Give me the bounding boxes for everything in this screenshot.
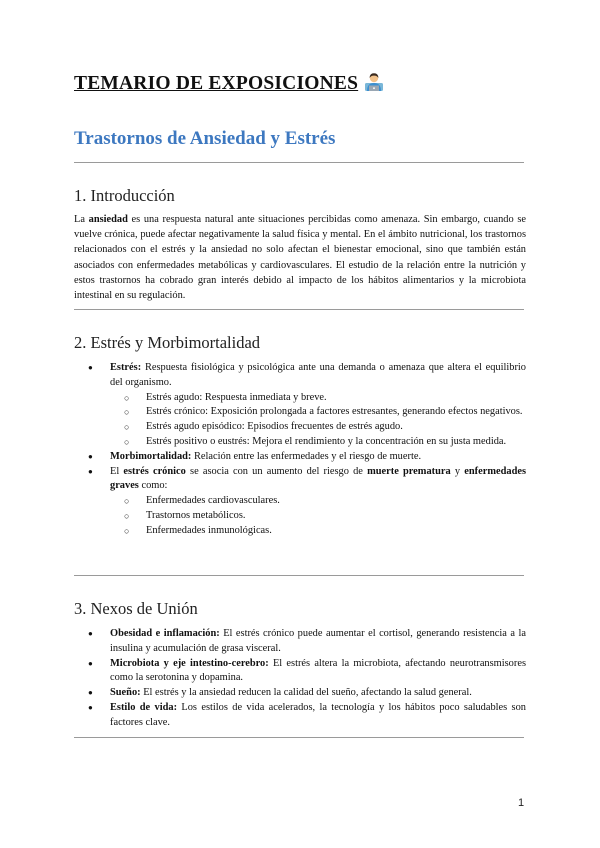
intro-paragraph	[74, 212, 526, 303]
sublist-item: ○ Estrés agudo: Respuesta inmediata y breve.	[110, 391, 526, 406]
estres-types-list	[110, 391, 526, 450]
bold-term: muerte prematura	[367, 465, 451, 477]
document-title	[74, 72, 384, 95]
list-item-label: Morbimortalidad:	[110, 450, 192, 462]
intro-body: es una respuesta natural ante situaciones percibidas como amenaza. Sin embargo, cuando se vuelve crónica, puede afectar negativamente la salud física y mental. En el ámbito nutricional, los trastornos relacionados con el estrés y la ansiedad no solo afectan el bienestar emocional, sino que también están asociados con enfermedades metabólicas y cardiovasculares. El estudio de la relación entre la nutrición y estos trastornos ha cobrado gran interés debido al impacto de los hábitos alimentarios y la microbiota intestinal en su regulación.	[74, 214, 526, 302]
list-item	[74, 657, 526, 687]
text-fragment: como:	[138, 480, 168, 492]
list-item-text: Los estilos de vida acelerados, la tecnología y los hábitos poco saludables son factores clave.	[110, 701, 526, 728]
sublist-item: ○ Estrés positivo o eustrés: Mejora el rendimiento y la concentración en su justa medida.	[110, 435, 526, 450]
list-item-text: El estrés crónico puede aumentar el cortisol, generando resistencia a la insulina y acumulación de grasa visceral.	[110, 628, 526, 654]
bold-term: estrés crónico	[123, 465, 186, 477]
section-heading-estres: 2. Estrés y Morbimortalidad	[74, 333, 261, 352]
list-item-estres	[74, 361, 526, 450]
sublist-item: ○ Trastornos metabólicos.	[110, 509, 526, 524]
list-item-text: El estrés y la ansiedad reducen la calidad del sueño, afectando la salud general.	[140, 687, 472, 699]
sublist-item: ○ Enfermedades inmunológicas.	[110, 524, 526, 539]
list-item	[74, 701, 526, 731]
document-subtitle: Trastornos de Ansiedad y Estrés	[74, 128, 336, 149]
list-item-label: Sueño:	[110, 687, 141, 699]
section-heading-introduccion: 1. Introducción	[74, 186, 175, 205]
list-item-text: Relación entre las enfermedades y el riesgo de muerte.	[191, 450, 422, 462]
sublist-item: ○ Estrés crónico: Exposición prolongada a factores estresantes, generando efectos negativos.	[110, 405, 526, 420]
intro-term: ansiedad	[88, 214, 128, 225]
section-divider	[74, 575, 524, 576]
section-divider	[74, 162, 524, 163]
bold-term: enfermedades graves	[110, 465, 527, 492]
section-divider	[74, 309, 524, 310]
person-at-laptop-icon	[364, 72, 384, 92]
text-fragment: y	[450, 465, 465, 477]
list-item	[74, 627, 526, 657]
list-item-text: El estrés altera la microbiota, afectando neurotransmisores como la serotonina y dopamina.	[110, 657, 526, 684]
section-heading-nexos: 3. Nexos de Unión	[74, 599, 198, 618]
list-item-text: Respuesta fisiológica y psicológica ante una demanda o amenaza que altera el equilibrio del organismo.	[110, 362, 526, 388]
document-title-text: TEMARIO DE EXPOSICIONES	[74, 73, 359, 94]
nexos-list	[74, 627, 526, 731]
list-item-morbimortalidad	[74, 450, 526, 465]
sublist-item: ○ Enfermedades cardiovasculares.	[110, 494, 526, 509]
list-item-estres-cronico	[74, 465, 526, 539]
list-item-label: Microbiota y eje intestino-cerebro:	[110, 657, 269, 669]
text-fragment: El	[110, 465, 124, 477]
sublist-item: ○ Estrés agudo episódico: Episodios frecuentes de estrés agudo.	[110, 420, 526, 435]
list-item	[74, 686, 526, 701]
text-fragment: se asocia con un aumento del riesgo de	[185, 465, 368, 477]
diseases-list	[110, 494, 526, 538]
intro-lead: La	[74, 214, 85, 225]
page-number: 1	[518, 797, 525, 809]
section-divider	[74, 737, 524, 738]
estres-list	[74, 361, 526, 539]
list-item-label: Estilo de vida:	[110, 701, 178, 713]
list-item-label: Estrés:	[110, 362, 142, 373]
list-item-label: Obesidad e inflamación:	[110, 628, 220, 639]
